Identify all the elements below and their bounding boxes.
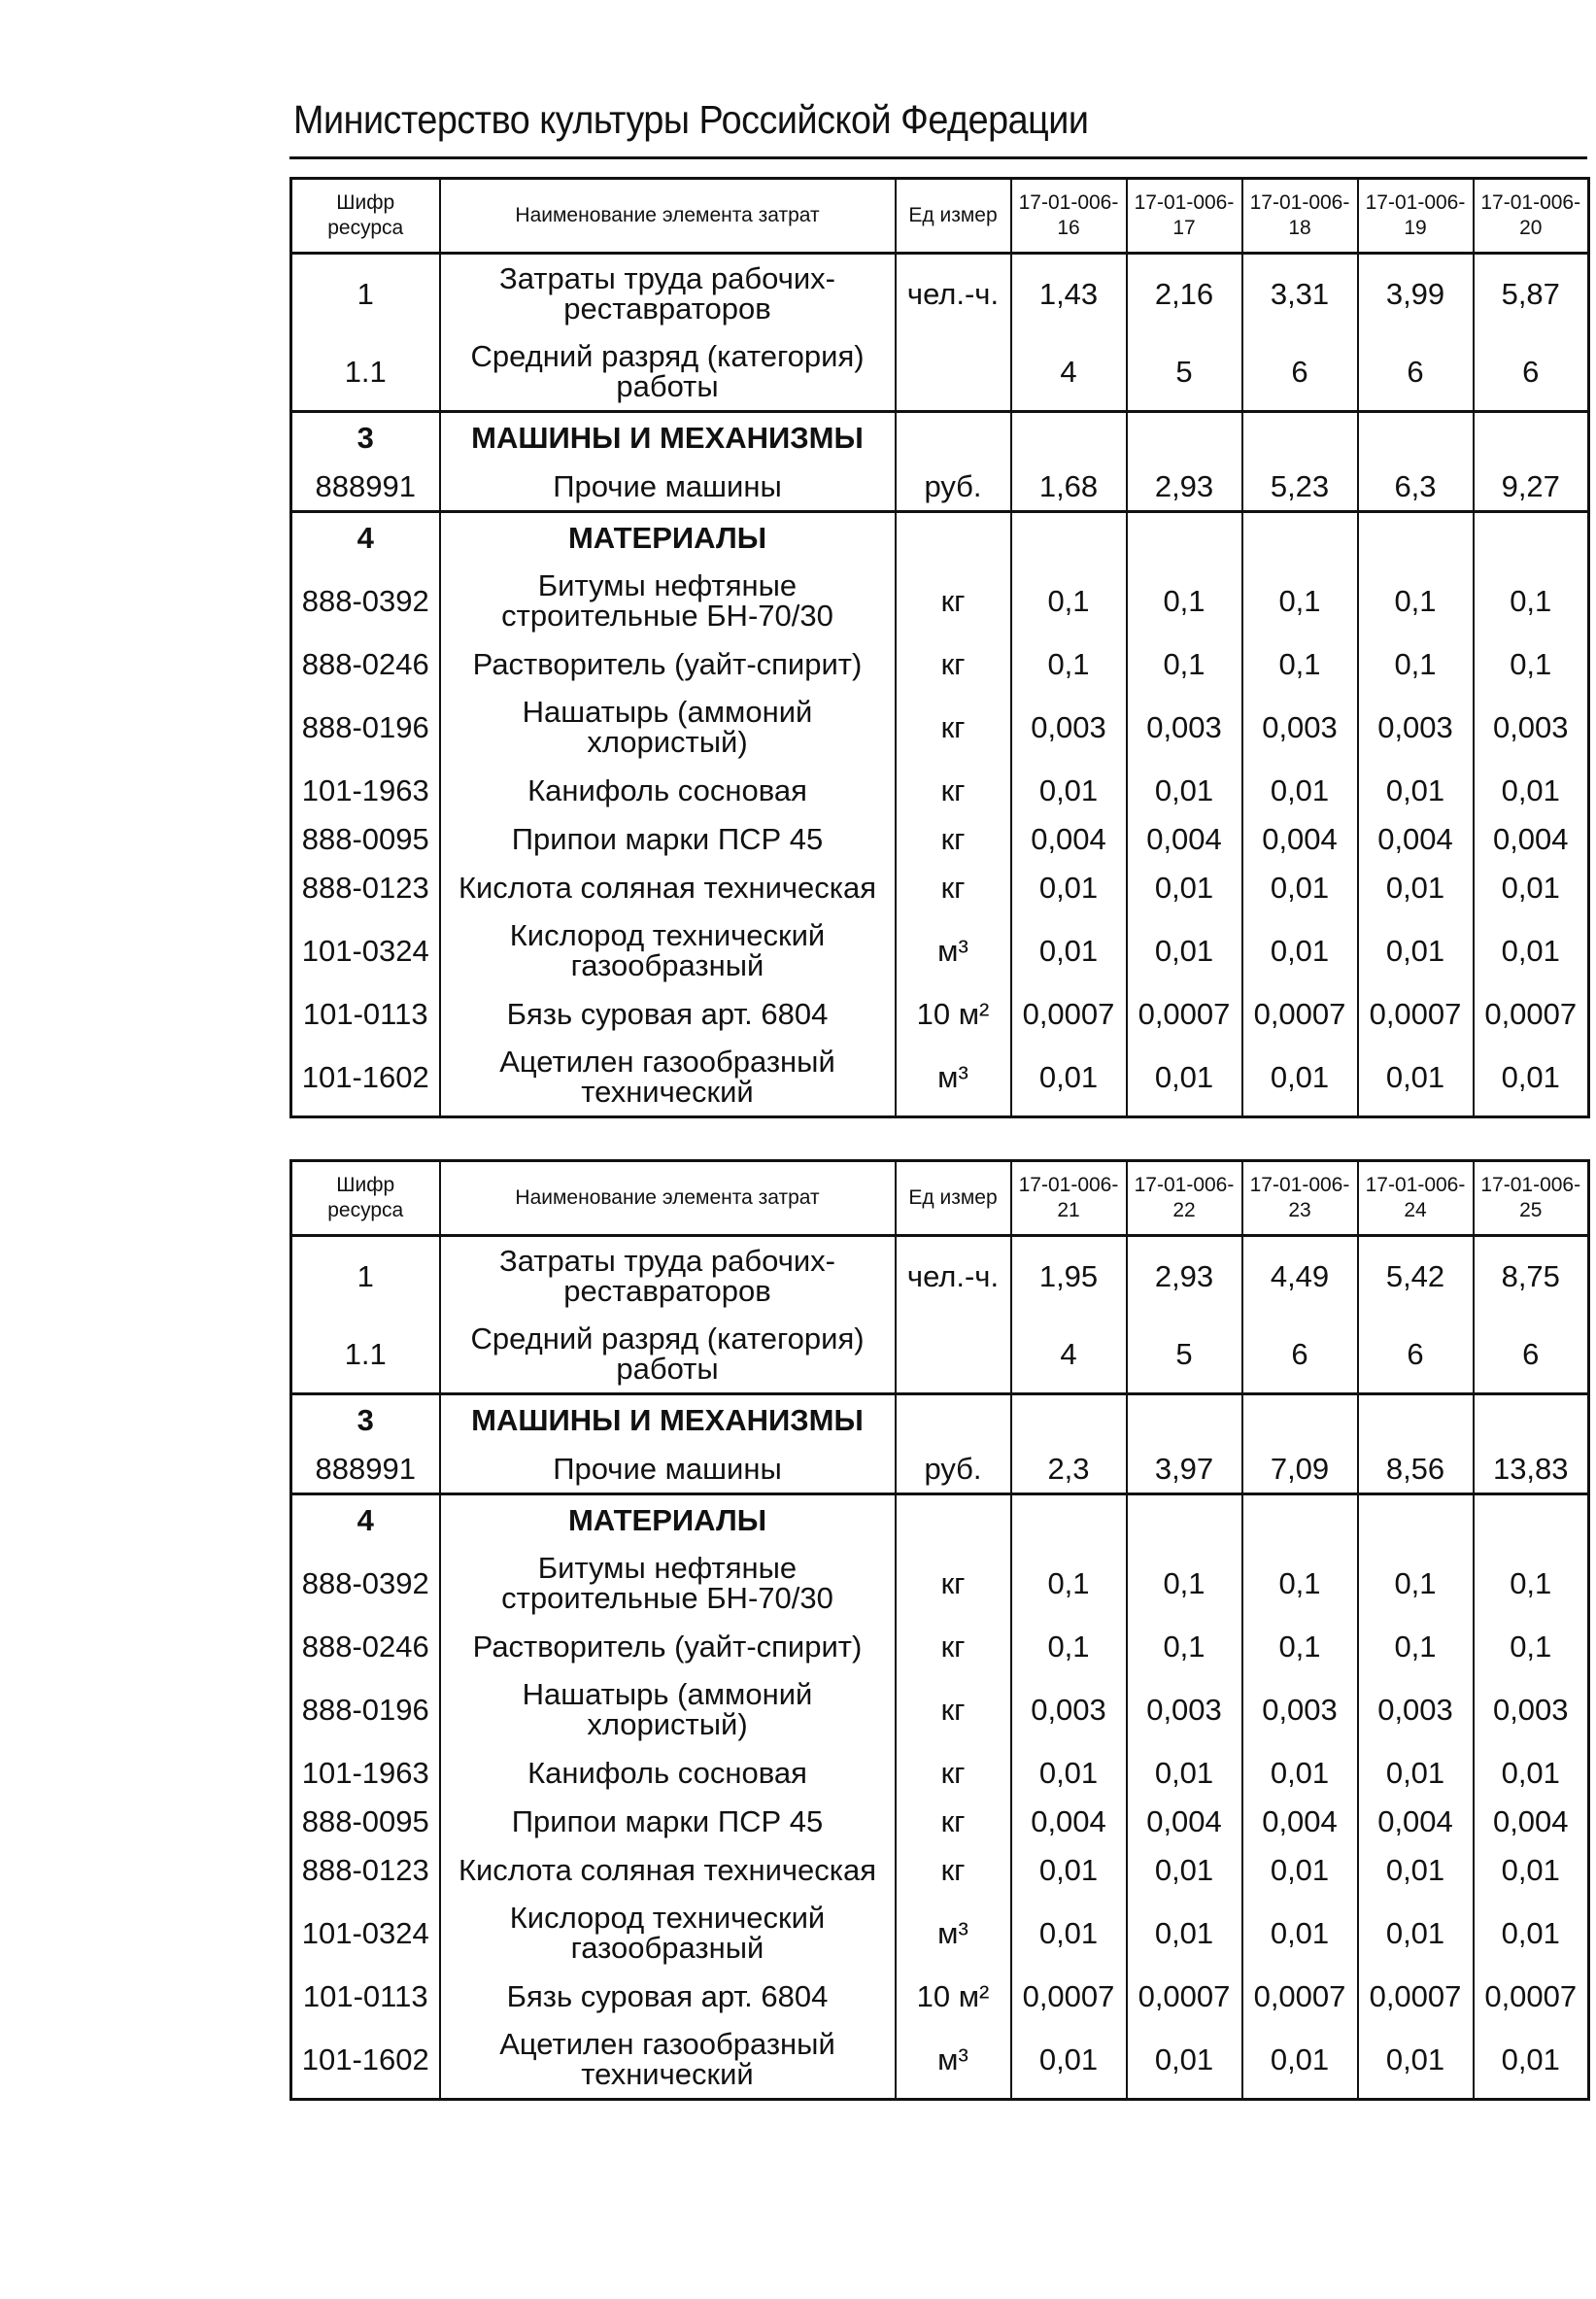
resource-code: 101-1602 bbox=[291, 1038, 440, 1117]
norm-value: 6 bbox=[1358, 332, 1474, 412]
norm-value bbox=[1242, 1494, 1358, 1545]
norm-value: 0,1 bbox=[1011, 1544, 1127, 1622]
norm-value: 9,27 bbox=[1474, 462, 1589, 512]
header-rule bbox=[289, 156, 1587, 159]
norm-value: 0,003 bbox=[1358, 688, 1474, 766]
norm-value: 5,87 bbox=[1474, 254, 1589, 333]
unit bbox=[896, 512, 1011, 563]
norm-value bbox=[1011, 512, 1127, 563]
norm-value: 0,0007 bbox=[1358, 1972, 1474, 2020]
resource-code: 888-0095 bbox=[291, 814, 440, 863]
resource-code: 101-0324 bbox=[291, 911, 440, 989]
norm-value: 6 bbox=[1242, 332, 1358, 412]
norm-value: 0,1 bbox=[1011, 1622, 1127, 1670]
cost-element-name: МАШИНЫ И МЕХАНИЗМЫ bbox=[440, 412, 896, 463]
resource-code: 1 bbox=[291, 254, 440, 333]
norm-value bbox=[1242, 512, 1358, 563]
norm-value: 0,01 bbox=[1127, 911, 1242, 989]
table-header-row bbox=[291, 1161, 1589, 1236]
norm-value: 0,01 bbox=[1127, 1845, 1242, 1894]
resource-code: 888-0392 bbox=[291, 1544, 440, 1622]
table-row bbox=[291, 1544, 1589, 1622]
header-code: Шифр ресурса bbox=[291, 1161, 440, 1236]
page-header: Министерство культуры Российской Федерации bbox=[293, 97, 1089, 142]
table-row bbox=[291, 1670, 1589, 1748]
norm-value: 0,003 bbox=[1127, 1670, 1242, 1748]
table-row bbox=[291, 863, 1589, 911]
norm-value: 0,004 bbox=[1011, 814, 1127, 863]
norm-value: 0,003 bbox=[1127, 688, 1242, 766]
norm-value: 0,1 bbox=[1011, 562, 1127, 639]
resource-code: 4 bbox=[291, 512, 440, 563]
norm-value: 0,01 bbox=[1474, 911, 1589, 989]
norm-value: 7,09 bbox=[1242, 1444, 1358, 1494]
table-row bbox=[291, 1797, 1589, 1845]
table-row bbox=[291, 1038, 1589, 1117]
table-row bbox=[291, 1444, 1589, 1494]
norm-value: 0,004 bbox=[1011, 1797, 1127, 1845]
norm-value: 0,01 bbox=[1011, 1894, 1127, 1972]
cost-element-name: МАТЕРИАЛЫ bbox=[440, 1494, 896, 1545]
norm-value: 0,01 bbox=[1127, 2020, 1242, 2100]
cost-element-name: Прочие машины bbox=[440, 1444, 896, 1494]
unit bbox=[896, 1315, 1011, 1394]
unit: кг bbox=[896, 639, 1011, 688]
resource-code: 888-0196 bbox=[291, 1670, 440, 1748]
norm-value: 0,004 bbox=[1358, 814, 1474, 863]
unit: кг bbox=[896, 1797, 1011, 1845]
unit: чел.-ч. bbox=[896, 1236, 1011, 1316]
norm-value: 0,1 bbox=[1242, 1622, 1358, 1670]
norm-value: 0,004 bbox=[1127, 1797, 1242, 1845]
unit: чел.-ч. bbox=[896, 254, 1011, 333]
norm-value: 0,01 bbox=[1242, 1038, 1358, 1117]
cost-element-name: Кислота соляная техническая bbox=[440, 863, 896, 911]
norm-value: 0,004 bbox=[1358, 1797, 1474, 1845]
cost-element-name: Затраты труда рабочих-реставраторов bbox=[440, 1236, 896, 1316]
unit: кг bbox=[896, 1748, 1011, 1797]
norm-value: 0,0007 bbox=[1011, 989, 1127, 1038]
norm-value: 0,1 bbox=[1011, 639, 1127, 688]
resource-code: 888991 bbox=[291, 462, 440, 512]
cost-element-name: Припои марки ПСР 45 bbox=[440, 1797, 896, 1845]
norm-value: 8,75 bbox=[1474, 1236, 1589, 1316]
unit: 10 м² bbox=[896, 989, 1011, 1038]
norm-value: 0,0007 bbox=[1474, 989, 1589, 1038]
resource-table-1 bbox=[289, 177, 1590, 1118]
norm-value: 0,004 bbox=[1474, 1797, 1589, 1845]
cost-element-name: Битумы нефтяные строительные БН-70/30 bbox=[440, 1544, 896, 1622]
norm-value: 0,0007 bbox=[1127, 1972, 1242, 2020]
table-row bbox=[291, 688, 1589, 766]
norm-value: 0,01 bbox=[1011, 1038, 1127, 1117]
norm-value bbox=[1474, 412, 1589, 463]
cost-element-name: МАШИНЫ И МЕХАНИЗМЫ bbox=[440, 1394, 896, 1445]
cost-element-name: Растворитель (уайт-спирит) bbox=[440, 1622, 896, 1670]
resource-code: 888-0123 bbox=[291, 1845, 440, 1894]
unit: кг bbox=[896, 1544, 1011, 1622]
norm-value bbox=[1358, 1494, 1474, 1545]
norm-value: 0,01 bbox=[1358, 2020, 1474, 2100]
resource-code: 101-1963 bbox=[291, 766, 440, 814]
norm-value: 0,004 bbox=[1127, 814, 1242, 863]
cost-element-name: Канифоль сосновая bbox=[440, 1748, 896, 1797]
norm-value: 0,1 bbox=[1474, 1622, 1589, 1670]
norm-value: 0,1 bbox=[1474, 639, 1589, 688]
norm-value: 0,01 bbox=[1474, 1038, 1589, 1117]
norm-value: 0,1 bbox=[1474, 562, 1589, 639]
norm-value: 0,1 bbox=[1127, 1544, 1242, 1622]
header-code: Шифр ресурса bbox=[291, 179, 440, 254]
cost-element-name: Нашатырь (аммоний хлористый) bbox=[440, 1670, 896, 1748]
cost-element-name: Средний разряд (категория) работы bbox=[440, 332, 896, 412]
norm-value: 0,01 bbox=[1011, 2020, 1127, 2100]
unit bbox=[896, 332, 1011, 412]
resource-code: 888-0196 bbox=[291, 688, 440, 766]
norm-value: 6 bbox=[1474, 1315, 1589, 1394]
table-row bbox=[291, 1622, 1589, 1670]
norm-value bbox=[1358, 412, 1474, 463]
resource-code: 101-1602 bbox=[291, 2020, 440, 2100]
unit: м³ bbox=[896, 1894, 1011, 1972]
norm-value: 0,01 bbox=[1474, 863, 1589, 911]
norm-value: 3,31 bbox=[1242, 254, 1358, 333]
norm-value: 2,93 bbox=[1127, 462, 1242, 512]
norm-value: 1,95 bbox=[1011, 1236, 1127, 1316]
unit bbox=[896, 1394, 1011, 1445]
header-unit: Ед измер bbox=[896, 1161, 1011, 1236]
resource-table-2 bbox=[289, 1159, 1590, 2101]
table-header-row bbox=[291, 179, 1589, 254]
resource-code: 3 bbox=[291, 412, 440, 463]
unit bbox=[896, 412, 1011, 463]
norm-value: 0,0007 bbox=[1242, 989, 1358, 1038]
table-row bbox=[291, 1394, 1589, 1445]
norm-value: 0,01 bbox=[1358, 1845, 1474, 1894]
cost-element-name: Кислород технический газообразный bbox=[440, 1894, 896, 1972]
norm-value: 0,004 bbox=[1242, 1797, 1358, 1845]
header-column-code: 17-01-006-23 bbox=[1242, 1161, 1358, 1236]
norm-value: 0,01 bbox=[1011, 911, 1127, 989]
norm-value: 5 bbox=[1127, 1315, 1242, 1394]
norm-value: 0,0007 bbox=[1127, 989, 1242, 1038]
norm-value: 0,01 bbox=[1242, 766, 1358, 814]
table-row bbox=[291, 911, 1589, 989]
unit: м³ bbox=[896, 2020, 1011, 2100]
norm-value: 0,004 bbox=[1242, 814, 1358, 863]
norm-value: 0,0007 bbox=[1242, 1972, 1358, 2020]
norm-value: 0,003 bbox=[1011, 688, 1127, 766]
resource-code: 101-0113 bbox=[291, 1972, 440, 2020]
norm-value: 0,01 bbox=[1127, 1894, 1242, 1972]
norm-value: 3,99 bbox=[1358, 254, 1474, 333]
norm-value: 0,1 bbox=[1127, 562, 1242, 639]
norm-value bbox=[1358, 512, 1474, 563]
norm-value: 0,01 bbox=[1474, 1748, 1589, 1797]
norm-value: 2,3 bbox=[1011, 1444, 1127, 1494]
table-row bbox=[291, 1494, 1589, 1545]
cost-element-name: Нашатырь (аммоний хлористый) bbox=[440, 688, 896, 766]
norm-value: 0,01 bbox=[1011, 1845, 1127, 1894]
unit: руб. bbox=[896, 1444, 1011, 1494]
norm-value: 0,1 bbox=[1242, 639, 1358, 688]
table-row bbox=[291, 766, 1589, 814]
norm-value: 2,93 bbox=[1127, 1236, 1242, 1316]
norm-value bbox=[1011, 1394, 1127, 1445]
norm-value: 0,0007 bbox=[1011, 1972, 1127, 2020]
header-unit: Ед измер bbox=[896, 179, 1011, 254]
norm-value: 2,16 bbox=[1127, 254, 1242, 333]
cost-element-name: Бязь суровая арт. 6804 bbox=[440, 989, 896, 1038]
unit: кг bbox=[896, 863, 1011, 911]
norm-value: 0,01 bbox=[1358, 766, 1474, 814]
norm-value: 4,49 bbox=[1242, 1236, 1358, 1316]
resource-code: 888-0246 bbox=[291, 639, 440, 688]
resource-code: 888-0392 bbox=[291, 562, 440, 639]
norm-value: 0,01 bbox=[1011, 766, 1127, 814]
header-column-code: 17-01-006-25 bbox=[1474, 1161, 1589, 1236]
table-row bbox=[291, 512, 1589, 563]
cost-element-name: Ацетилен газообразный технический bbox=[440, 1038, 896, 1117]
table-row bbox=[291, 254, 1589, 333]
norm-value: 0,01 bbox=[1358, 1894, 1474, 1972]
norm-value: 0,01 bbox=[1242, 863, 1358, 911]
cost-element-name: Припои марки ПСР 45 bbox=[440, 814, 896, 863]
table-row bbox=[291, 1845, 1589, 1894]
norm-value bbox=[1127, 412, 1242, 463]
norm-value: 0,003 bbox=[1242, 688, 1358, 766]
norm-value: 0,0007 bbox=[1358, 989, 1474, 1038]
unit: кг bbox=[896, 814, 1011, 863]
header-column-code: 17-01-006-20 bbox=[1474, 179, 1589, 254]
table-row bbox=[291, 1894, 1589, 1972]
norm-value: 0,01 bbox=[1242, 1894, 1358, 1972]
norm-value: 0,01 bbox=[1242, 1748, 1358, 1797]
norm-value: 0,1 bbox=[1127, 1622, 1242, 1670]
table-row bbox=[291, 1972, 1589, 2020]
norm-value: 1,68 bbox=[1011, 462, 1127, 512]
norm-value: 8,56 bbox=[1358, 1444, 1474, 1494]
header-column-code: 17-01-006-24 bbox=[1358, 1161, 1474, 1236]
cost-element-name: Битумы нефтяные строительные БН-70/30 bbox=[440, 562, 896, 639]
header-column-code: 17-01-006-19 bbox=[1358, 179, 1474, 254]
norm-value: 0,01 bbox=[1358, 911, 1474, 989]
norm-value: 0,01 bbox=[1127, 1038, 1242, 1117]
norm-value: 0,01 bbox=[1011, 863, 1127, 911]
unit: руб. bbox=[896, 462, 1011, 512]
cost-element-name: МАТЕРИАЛЫ bbox=[440, 512, 896, 563]
table-row bbox=[291, 814, 1589, 863]
cost-element-name: Кислород технический газообразный bbox=[440, 911, 896, 989]
norm-value: 0,1 bbox=[1127, 639, 1242, 688]
cost-element-name: Бязь суровая арт. 6804 bbox=[440, 1972, 896, 2020]
resource-code: 1.1 bbox=[291, 332, 440, 412]
norm-value: 13,83 bbox=[1474, 1444, 1589, 1494]
resource-code: 101-0324 bbox=[291, 1894, 440, 1972]
norm-value: 4 bbox=[1011, 332, 1127, 412]
table-row bbox=[291, 332, 1589, 412]
norm-value bbox=[1127, 1494, 1242, 1545]
norm-value: 6,3 bbox=[1358, 462, 1474, 512]
norm-value: 0,003 bbox=[1242, 1670, 1358, 1748]
norm-value: 0,003 bbox=[1474, 1670, 1589, 1748]
norm-value: 4 bbox=[1011, 1315, 1127, 1394]
cost-element-name: Растворитель (уайт-спирит) bbox=[440, 639, 896, 688]
table-row bbox=[291, 562, 1589, 639]
unit: кг bbox=[896, 562, 1011, 639]
norm-value: 0,003 bbox=[1474, 688, 1589, 766]
norm-value: 3,97 bbox=[1127, 1444, 1242, 1494]
table-row bbox=[291, 462, 1589, 512]
unit: кг bbox=[896, 688, 1011, 766]
norm-value: 5 bbox=[1127, 332, 1242, 412]
norm-value: 6 bbox=[1358, 1315, 1474, 1394]
table-row bbox=[291, 639, 1589, 688]
unit: кг bbox=[896, 1622, 1011, 1670]
cost-element-name: Прочие машины bbox=[440, 462, 896, 512]
cost-element-name: Кислота соляная техническая bbox=[440, 1845, 896, 1894]
norm-value: 0,003 bbox=[1011, 1670, 1127, 1748]
norm-value bbox=[1358, 1394, 1474, 1445]
norm-value: 0,01 bbox=[1242, 1845, 1358, 1894]
resource-code: 888-0095 bbox=[291, 1797, 440, 1845]
norm-value bbox=[1242, 1394, 1358, 1445]
header-column-code: 17-01-006-16 bbox=[1011, 179, 1127, 254]
norm-value: 0,004 bbox=[1474, 814, 1589, 863]
norm-value: 0,1 bbox=[1358, 1622, 1474, 1670]
norm-value bbox=[1474, 1494, 1589, 1545]
norm-value: 0,01 bbox=[1127, 766, 1242, 814]
norm-value: 0,01 bbox=[1358, 1748, 1474, 1797]
norm-value: 5,42 bbox=[1358, 1236, 1474, 1316]
norm-value bbox=[1474, 1394, 1589, 1445]
norm-value: 0,1 bbox=[1358, 562, 1474, 639]
unit bbox=[896, 1494, 1011, 1545]
norm-value: 0,01 bbox=[1474, 766, 1589, 814]
norm-value bbox=[1011, 412, 1127, 463]
norm-value: 0,003 bbox=[1358, 1670, 1474, 1748]
norm-value: 0,01 bbox=[1011, 1748, 1127, 1797]
norm-value bbox=[1127, 512, 1242, 563]
resource-code: 4 bbox=[291, 1494, 440, 1545]
norm-value: 0,01 bbox=[1474, 2020, 1589, 2100]
resource-code: 888-0123 bbox=[291, 863, 440, 911]
table-row bbox=[291, 1748, 1589, 1797]
cost-element-name: Затраты труда рабочих-реставраторов bbox=[440, 254, 896, 333]
norm-value: 0,01 bbox=[1127, 863, 1242, 911]
header-name: Наименование элемента затрат bbox=[440, 1161, 896, 1236]
resource-code: 101-0113 bbox=[291, 989, 440, 1038]
unit: 10 м² bbox=[896, 1972, 1011, 2020]
header-column-code: 17-01-006-17 bbox=[1127, 179, 1242, 254]
unit: кг bbox=[896, 766, 1011, 814]
header-column-code: 17-01-006-22 bbox=[1127, 1161, 1242, 1236]
cost-element-name: Средний разряд (категория) работы bbox=[440, 1315, 896, 1394]
resource-code: 888991 bbox=[291, 1444, 440, 1494]
resource-code: 1.1 bbox=[291, 1315, 440, 1394]
table-row bbox=[291, 1315, 1589, 1394]
norm-value: 5,23 bbox=[1242, 462, 1358, 512]
norm-value: 0,01 bbox=[1242, 911, 1358, 989]
norm-value: 6 bbox=[1242, 1315, 1358, 1394]
cost-element-name: Канифоль сосновая bbox=[440, 766, 896, 814]
resource-code: 888-0246 bbox=[291, 1622, 440, 1670]
norm-value: 0,0007 bbox=[1474, 1972, 1589, 2020]
resource-code: 101-1963 bbox=[291, 1748, 440, 1797]
header-name: Наименование элемента затрат bbox=[440, 179, 896, 254]
header-column-code: 17-01-006-18 bbox=[1242, 179, 1358, 254]
norm-value: 0,1 bbox=[1242, 1544, 1358, 1622]
header-column-code: 17-01-006-21 bbox=[1011, 1161, 1127, 1236]
table-row bbox=[291, 412, 1589, 463]
cost-element-name: Ацетилен газообразный технический bbox=[440, 2020, 896, 2100]
norm-value: 0,01 bbox=[1127, 1748, 1242, 1797]
norm-value: 0,1 bbox=[1242, 562, 1358, 639]
norm-value: 0,01 bbox=[1474, 1894, 1589, 1972]
norm-value: 1,43 bbox=[1011, 254, 1127, 333]
norm-value: 0,01 bbox=[1474, 1845, 1589, 1894]
norm-value: 0,01 bbox=[1358, 863, 1474, 911]
resource-code: 3 bbox=[291, 1394, 440, 1445]
norm-value bbox=[1242, 412, 1358, 463]
table-row bbox=[291, 1236, 1589, 1316]
unit: кг bbox=[896, 1845, 1011, 1894]
unit: м³ bbox=[896, 911, 1011, 989]
norm-value: 0,01 bbox=[1242, 2020, 1358, 2100]
norm-value bbox=[1127, 1394, 1242, 1445]
table-row bbox=[291, 2020, 1589, 2100]
norm-value: 0,1 bbox=[1358, 1544, 1474, 1622]
unit: кг bbox=[896, 1670, 1011, 1748]
unit: м³ bbox=[896, 1038, 1011, 1117]
norm-value bbox=[1474, 512, 1589, 563]
norm-value bbox=[1011, 1494, 1127, 1545]
resource-code: 1 bbox=[291, 1236, 440, 1316]
table-row bbox=[291, 989, 1589, 1038]
norm-value: 6 bbox=[1474, 332, 1589, 412]
norm-value: 0,1 bbox=[1474, 1544, 1589, 1622]
norm-value: 0,1 bbox=[1358, 639, 1474, 688]
norm-value: 0,01 bbox=[1358, 1038, 1474, 1117]
